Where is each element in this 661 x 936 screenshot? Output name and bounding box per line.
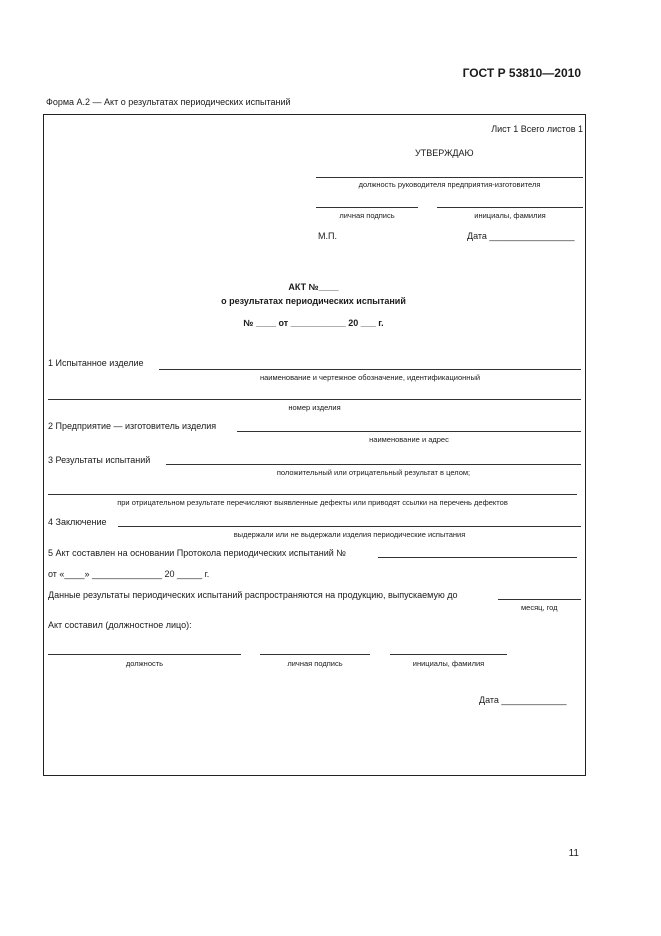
- item4-hint: выдержали или не выдержали изделия периодические испытания: [233, 530, 466, 539]
- item3-line-2[interactable]: [48, 494, 577, 495]
- act-title: АКТ №____: [288, 282, 339, 292]
- item5-label: 5 Акт составлен на основании Протокола периодических испытаний №: [48, 548, 346, 558]
- item5-protocol-line[interactable]: [378, 557, 577, 558]
- item1-hint: наименование и чертежное обозначение, идентификационный: [259, 373, 481, 382]
- approve-name-line[interactable]: [437, 207, 583, 208]
- item3-label: 3 Результаты испытаний: [48, 455, 151, 465]
- item1-label: 1 Испытанное изделие: [48, 358, 144, 368]
- item3-line[interactable]: [166, 464, 581, 465]
- item2-line[interactable]: [237, 431, 581, 432]
- item3-hint-2: при отрицательном результате перечисляют выявленные дефекты или приводят ссылки на перечень дефектов: [117, 498, 508, 507]
- approve-signature-hint: личная подпись: [339, 211, 395, 220]
- approve-position-hint: должность руководителя предприятия-изготовителя: [358, 180, 541, 189]
- item2-label: 2 Предприятие — изготовитель изделия: [48, 421, 217, 431]
- approve-position-line[interactable]: [316, 177, 583, 178]
- item4-line[interactable]: [118, 526, 581, 527]
- approve-name-hint: инициалы, фамилия: [474, 211, 546, 220]
- final-date: Дата _____________: [479, 695, 567, 705]
- approve-signature-line[interactable]: [316, 207, 418, 208]
- approve-heading: УТВЕРЖДАЮ: [415, 148, 474, 158]
- item2-hint: наименование и адрес: [369, 435, 449, 444]
- spread-label: Данные результаты периодических испытаний распространяются на продукцию, выпускаемую до: [48, 590, 458, 600]
- item5-date: от «____» ______________ 20 _____ г.: [48, 569, 210, 579]
- position-line[interactable]: [48, 654, 241, 655]
- name-line[interactable]: [390, 654, 507, 655]
- stamp-label: М.П.: [318, 231, 337, 241]
- signature-hint: личная подпись: [287, 659, 343, 668]
- sheet-count: Лист 1 Всего листов 1: [491, 124, 583, 134]
- act-number-line: № ____ от ___________ 20 ___ г.: [243, 318, 384, 328]
- act-subtitle: о результатах периодических испытаний: [221, 296, 406, 306]
- item1-line[interactable]: [159, 369, 581, 370]
- spread-date-line[interactable]: [498, 599, 581, 600]
- form-caption: Форма А.2 — Акт о результатах периодических испытаний: [46, 97, 291, 107]
- page-number: 11: [568, 848, 579, 859]
- item4-label: 4 Заключение: [48, 517, 107, 527]
- signature-line[interactable]: [260, 654, 370, 655]
- compiled-by-label: Акт составил (должностное лицо):: [48, 620, 192, 630]
- spread-hint: месяц, год: [521, 603, 558, 612]
- approve-date: Дата _________________: [467, 231, 575, 241]
- item1-hint-2: номер изделия: [288, 403, 341, 412]
- standard-number: ГОСТ Р 53810—2010: [462, 66, 581, 80]
- item3-hint: положительный или отрицательный результат в целом;: [276, 468, 471, 477]
- name-hint: инициалы, фамилия: [412, 659, 485, 668]
- item1-line-2[interactable]: [48, 399, 581, 400]
- position-hint: должность: [125, 659, 164, 668]
